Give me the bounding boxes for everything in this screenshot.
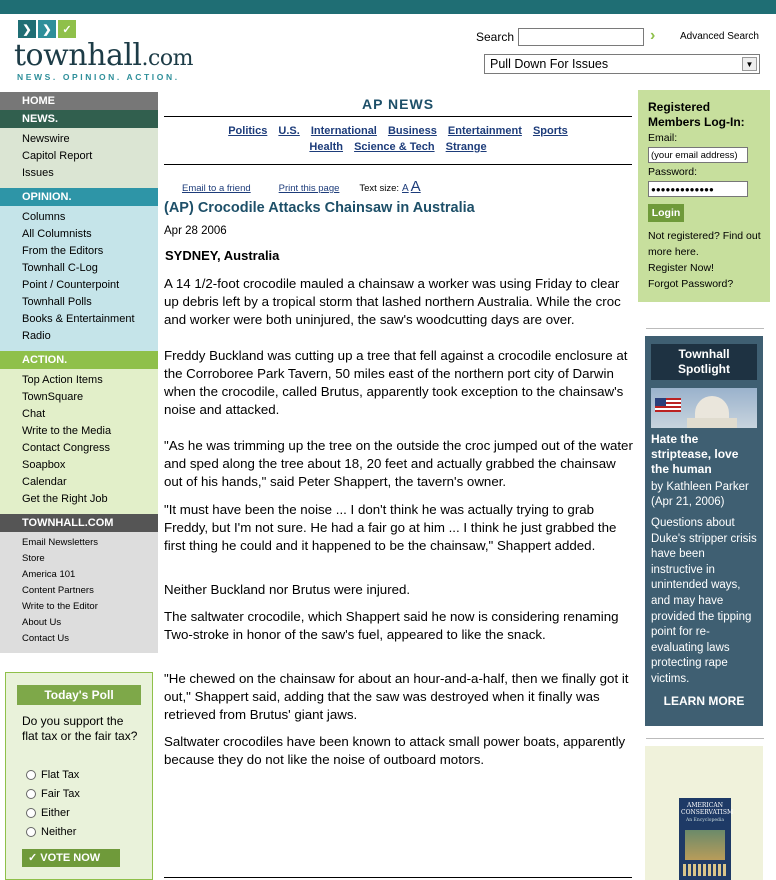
divider — [164, 164, 632, 165]
checkmark-icon: ✓ — [28, 852, 38, 864]
poll-option-flat-tax[interactable] — [26, 769, 79, 781]
poll-option-label: Either — [41, 807, 70, 819]
capitol-dome-image[interactable] — [651, 388, 757, 428]
article-paragraph: A 14 1/2-foot crocodile mauled a chainsaw a worker was using Friday to clear up debris left by a tropical storm that lashed northern Australia. While the croc and worker were both uninjured, the saw's woodcutting days are over. — [164, 276, 621, 327]
nav-item-soapbox[interactable]: Soapbox — [22, 459, 66, 471]
article-paragraph: "As he was trimming up the tree on the outside the croc jumped out of the water and sped along the tree about 18, 20 feet and actually grabbed the chainsaw out of his hands," said Peter Shappert, the tavern's owner. — [164, 438, 633, 489]
nav-group-opinion — [0, 206, 158, 351]
nav-item-townsquare[interactable]: TownSquare — [22, 391, 84, 403]
book-cover — [679, 798, 734, 880]
spotlight-headline[interactable]: Hate the striptease, love the human — [651, 432, 739, 476]
nav-section-townhall[interactable]: TOWNHALL.COM — [0, 514, 158, 532]
member-login — [638, 90, 770, 302]
category-entertainment[interactable]: Entertainment — [447, 125, 522, 137]
nav-item-c-log[interactable]: Townhall C-Log — [22, 262, 98, 274]
nav-item-capitol-report[interactable]: Capitol Report — [22, 150, 93, 162]
article-paragraph: Neither Buckland nor Brutus were injured. — [164, 582, 411, 597]
text-size-large[interactable]: A — [410, 178, 421, 195]
category-links-row-2 — [164, 141, 632, 153]
login-password-input[interactable]: ●●●●●●●●●●●●● — [648, 181, 748, 197]
login-email-input[interactable]: (your email address) — [648, 147, 748, 163]
category-sports[interactable]: Sports — [532, 125, 568, 137]
article-date: Apr 28 2006 — [164, 225, 227, 237]
divider — [164, 877, 632, 878]
nav-item-write-to-editor[interactable]: Write to the Editor — [22, 601, 98, 612]
nav-item-newswire[interactable]: Newswire — [22, 133, 70, 145]
poll-option-label: Flat Tax — [41, 769, 80, 781]
nav-group-news — [0, 128, 158, 188]
nav-item-contact-us[interactable]: Contact Us — [22, 633, 69, 644]
advanced-search-link[interactable]: Advanced Search — [680, 31, 759, 42]
radio-icon[interactable] — [26, 827, 36, 837]
nav-home[interactable]: HOME — [0, 92, 158, 110]
nav-item-books-entertainment[interactable]: Books & Entertainment — [22, 313, 135, 325]
book-cover-art — [685, 830, 725, 860]
nav-item-chat[interactable]: Chat — [22, 408, 46, 420]
nav-item-from-the-editors[interactable]: From the Editors — [22, 245, 104, 257]
article-headline: (AP) Crocodile Attacks Chainsaw in Australia — [164, 200, 475, 216]
register-now-link[interactable]: Register Now! — [648, 262, 714, 274]
poll-question: Do you support the flat tax or the fair tax? — [22, 714, 138, 743]
nav-item-all-columnists[interactable]: All Columnists — [22, 228, 92, 240]
login-title: Registered Members Log-In: — [648, 100, 745, 129]
divider — [164, 116, 632, 117]
logo-icons — [18, 20, 76, 38]
email-to-friend-link[interactable]: Email to a friend — [182, 183, 251, 194]
site-logo[interactable] — [14, 38, 193, 73]
spotlight-author: by Kathleen Parker (Apr 21, 2006) — [651, 481, 749, 508]
search-go-icon[interactable]: › — [650, 27, 656, 44]
poll-option-neither[interactable] — [26, 826, 76, 838]
poll-option-fair-tax[interactable] — [26, 788, 80, 800]
nav-item-store[interactable]: Store — [22, 553, 45, 564]
login-button[interactable]: Login — [648, 204, 684, 222]
email-label: Email: — [648, 132, 678, 144]
article-tools — [182, 178, 421, 195]
learn-more-link[interactable]: LEARN MORE — [663, 694, 745, 708]
townhall-spotlight — [645, 336, 763, 726]
book-title: AMERICAN CONSERVATISM — [681, 802, 734, 816]
not-registered-link[interactable]: Not registered? Find out more here. — [648, 230, 761, 258]
issues-dropdown-value: Pull Down For Issues — [490, 57, 609, 71]
poll-option-label: Fair Tax — [41, 788, 80, 800]
left-navigation — [0, 92, 158, 653]
radio-icon[interactable] — [26, 808, 36, 818]
nav-section-action[interactable]: ACTION. — [0, 351, 158, 369]
article-location: SYDNEY, Australia — [165, 248, 280, 263]
logo-suffix: .com — [141, 46, 193, 71]
dome-base-shape — [687, 418, 737, 428]
issues-dropdown[interactable] — [484, 54, 760, 74]
radio-icon[interactable] — [26, 789, 36, 799]
nav-item-polls[interactable]: Townhall Polls — [22, 296, 92, 308]
category-business[interactable]: Business — [387, 125, 437, 137]
print-page-link[interactable]: Print this page — [278, 183, 340, 194]
category-health[interactable]: Health — [309, 141, 344, 153]
nav-item-content-partners[interactable]: Content Partners — [22, 585, 94, 596]
search-label: Search — [476, 30, 515, 44]
caret-down-icon: ▼ — [742, 57, 757, 71]
nav-item-email-newsletters[interactable]: Email Newsletters — [22, 537, 99, 548]
article-paragraph: "It must have been the noise ... I don't think he was actually trying to grab Freddy, but I'm not sure. He had a fair go at him ... I think he just grabbed the first thing he could and it happened to be the chainsaw," Shappert added. — [164, 502, 617, 553]
nav-item-contact-congress[interactable]: Contact Congress — [22, 442, 111, 454]
logo-tagline: NEWS. OPINION. ACTION. — [17, 72, 180, 82]
poll-option-label: Neither — [41, 826, 77, 838]
chevron-right-icon: ❯ — [18, 20, 36, 38]
category-international[interactable]: International — [310, 125, 377, 137]
nav-item-issues[interactable]: Issues — [22, 167, 54, 179]
category-strange[interactable]: Strange — [445, 141, 487, 153]
nav-item-america-101[interactable]: America 101 — [22, 569, 76, 580]
poll-option-either[interactable] — [26, 807, 70, 819]
article-paragraph: "He chewed on the chainsaw for about an hour-and-a-half, then we finally got it out," Shappert said, adding that the saw was destroyed when it finally was retrieved from Brutus' giant jaws. — [164, 671, 629, 722]
article-paragraph: The saltwater crocodile, which Shappert said he now is considering renaming Two-stroke in honor of the saw's fuel, appeared to like the snack. — [164, 609, 619, 642]
nav-group-action — [0, 369, 158, 514]
forgot-password-link[interactable]: Forgot Password? — [648, 278, 734, 290]
nav-item-get-the-right-job[interactable]: Get the Right Job — [22, 493, 108, 505]
category-links-row-1 — [164, 125, 632, 137]
chevron-right-icon: ❯ — [38, 20, 56, 38]
text-size-small[interactable]: A — [402, 183, 409, 194]
category-science-tech[interactable]: Science & Tech — [354, 141, 435, 153]
book-cover-footer — [683, 864, 727, 876]
nav-item-columns[interactable]: Columns — [22, 211, 66, 223]
todays-poll — [5, 672, 153, 880]
nav-section-opinion[interactable]: OPINION. — [0, 188, 158, 206]
nav-item-calendar[interactable]: Calendar — [22, 476, 67, 488]
top-bar — [0, 0, 776, 14]
category-us[interactable]: U.S. — [278, 125, 300, 137]
poll-title: Today's Poll — [17, 685, 141, 705]
book-ad[interactable] — [645, 746, 763, 880]
flag-icon — [655, 398, 681, 412]
book-subtitle: An Encyclopedia — [685, 818, 725, 823]
radio-icon[interactable] — [26, 770, 36, 780]
spotlight-body: Questions about Duke's stripper crisis have been instructive in unintended ways, and may have provided the tipping point for re-evaluating laws protecting rape victims. — [651, 517, 757, 685]
divider — [646, 328, 764, 329]
divider — [646, 738, 764, 739]
logo-name: townhall — [14, 38, 142, 73]
nav-item-top-action-items[interactable]: Top Action Items — [22, 374, 103, 386]
nav-section-news[interactable]: NEWS. — [0, 110, 158, 128]
checkmark-icon: ✓ — [58, 20, 76, 38]
article-paragraph: Freddy Buckland was cutting up a tree that fell against a crocodile enclosure at the Corroboree Park Tavern, 50 miles east of the northern port city of Darwin when the crocodile, called Brutus, apparently took exception to the chainsaw's noise and attacked. — [164, 348, 628, 417]
vote-label: VOTE NOW — [40, 852, 101, 864]
nav-item-write-to-media[interactable]: Write to the Media — [22, 425, 112, 437]
nav-item-radio[interactable]: Radio — [22, 330, 51, 342]
password-label: Password: — [648, 166, 698, 178]
search-input[interactable] — [518, 28, 644, 46]
text-size-label: Text size: — [359, 183, 399, 194]
nav-item-point-counterpoint[interactable]: Point / Counterpoint — [22, 279, 120, 291]
section-title: AP NEWS — [361, 96, 435, 112]
category-politics[interactable]: Politics — [228, 125, 268, 137]
vote-now-button[interactable] — [22, 849, 120, 867]
spotlight-title: Townhall Spotlight — [651, 344, 757, 380]
article-paragraph: Saltwater crocodiles have been known to attack small power boats, apparently because they do not like the noise of outboard motors. — [164, 734, 626, 767]
nav-item-about-us[interactable]: About Us — [22, 617, 62, 628]
nav-group-townhall — [0, 532, 158, 653]
